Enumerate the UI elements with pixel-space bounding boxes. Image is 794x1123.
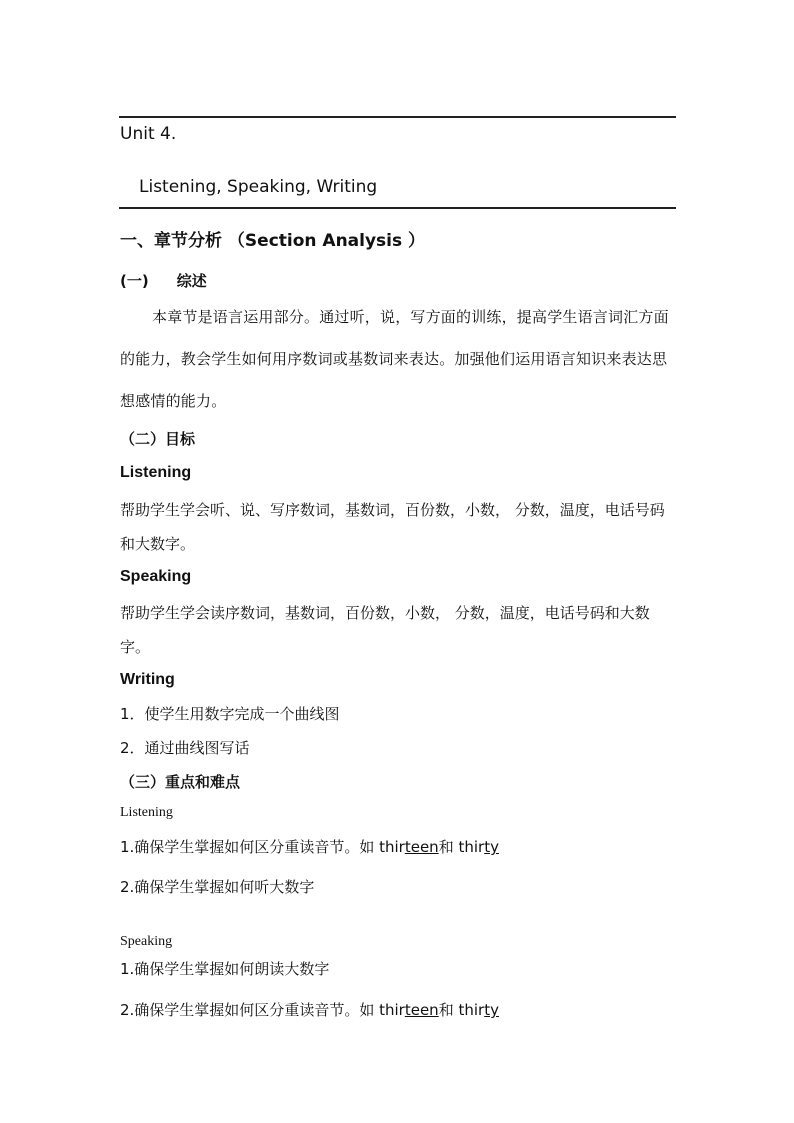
writing-item-1: 1．使学生用数字完成一个曲线图: [120, 705, 340, 723]
section-heading: 一、章节分析 （Section Analysis ）: [120, 231, 426, 251]
word-thirty-base: thir: [458, 1001, 485, 1019]
goals-listening-text: 帮助学生学会听、说、写序数词，基数词，百份数，小数， 分数，温度，电话号码和大数字。: [120, 501, 665, 553]
key-listening-item-1: [120, 840, 499, 855]
key-points-heading: （三）重点和难点: [120, 773, 241, 791]
word-thirty-base: thir: [458, 838, 485, 856]
overview-paragraph: 本章节是语言运用部分。通过听，说，写方面的训练，提高学生语言词汇方面的能力，教会学生如何用序数词或基数词来表达。加强他们运用语言知识来表达思想感情的能力。: [120, 308, 669, 410]
overview-number: (一): [120, 272, 149, 290]
key-speaking-item-1: 1.确保学生掌握如何朗读大数字: [120, 960, 330, 978]
word-thirteen-base: thir: [379, 838, 405, 856]
bottom-rule: [119, 207, 676, 209]
key-listening-label: Listening: [120, 805, 173, 820]
top-rule: [119, 116, 676, 118]
connector: 和: [438, 838, 459, 856]
word-thirteen-suffix: teen: [404, 1001, 439, 1019]
connector: 和: [438, 1001, 459, 1019]
key-speaking-label: Speaking: [120, 934, 173, 949]
goals-heading: （二）目标: [120, 430, 196, 448]
overview-heading: [120, 274, 207, 289]
goals-writing-label: Writing: [120, 671, 175, 688]
overview-label: 综述: [176, 272, 207, 290]
word-thirteen-base: thir: [379, 1001, 405, 1019]
goals-speaking-label: Speaking: [120, 568, 192, 585]
goals-speaking-text: 帮助学生学会读序数词，基数词，百份数，小数， 分数，温度，电话号码和大数字。: [120, 604, 650, 656]
word-thirty-suffix: ty: [484, 838, 499, 856]
unit-subtitle: Listening, Speaking, Writing: [139, 177, 378, 197]
word-thirty-suffix: ty: [484, 1001, 499, 1019]
key-listening-item-2: 2.确保学生掌握如何听大数字: [120, 878, 315, 896]
unit-title: Unit 4.: [120, 124, 177, 144]
item-prefix: 1.确保学生掌握如何区分重读音节。如: [120, 838, 380, 856]
writing-item-2: 2．通过曲线图写话: [120, 739, 250, 757]
goals-listening-label: Listening: [120, 464, 192, 481]
key-speaking-item-2: [120, 1003, 499, 1018]
word-thirteen-suffix: teen: [404, 838, 439, 856]
item-prefix: 2.确保学生掌握如何区分重读音节。如: [120, 1001, 380, 1019]
